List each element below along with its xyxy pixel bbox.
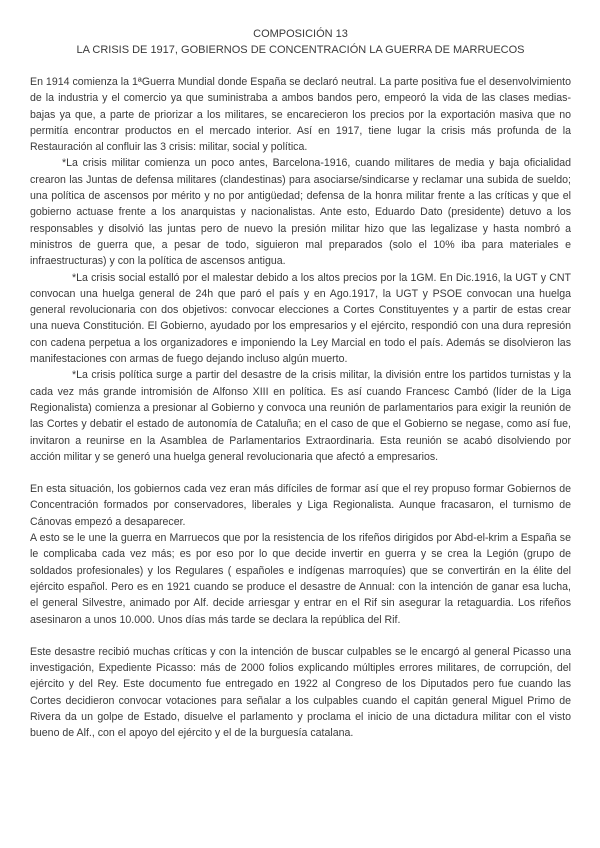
paragraph-concentration-governments: En esta situación, los gobiernos cada vez eran más difíciles de formar así que el rey propuso formar Gobiernos de Concentración formados por conservadores, liberales y Liga Regionalista. Aunque fracasaron, el turnismo de Cánovas empezó a desaparecer. [30,483,571,528]
paragraph-military-crisis: *La crisis militar comienza un poco antes, Barcelona-1916, cuando militares de media y baja oficialidad crearon las Juntas de defensa militares (clandestinas) para asociarse/sindicarse y reclamar una subida de sueldo; una política de ascensos por mérito y no por antigüedad; defensa de la honra militar frente a las críticas y que el gobierno actuase frente a los anarquistas y nacionalistas. Ante esto, Eduardo Dato (presidente) detuvo a los responsables y disolvió las juntas pero de nuevo la presión militar hizo que las legalizase y hasta nombró a ministros de guerra que, a pesar de todo, siguieron mal preparados (solo el 10% iba para materiales e infraestructuras) y con la política de ascensos antigua. [30,157,571,268]
paragraph-morocco-war: A esto se le une la guerra en Marruecos que por la resistencia de los rifeños dirigidos por Abd-el-krim a España se le complicaba cada vez más; es por eso por lo que decide invertir en guerra y se crea la Legión (grupo de soldados profesionales) y los Regulares ( españoles e indígenas marroquíes) que se convertirán en la élite del ejército español. Pero es en 1921 cuando se produce el desastre de Annual: con la intención de ganar esa lucha, el general Silvestre, animado por Alf. decide arriesgar y entrar en el Rif sin asegurar la retaguardia. Los rifeños asesinaron a unos 10.000. Unos días más tarde se declara la república del Rif. [30,532,571,626]
document-body [30,74,571,742]
paragraph-intro: En 1914 comienza la 1ªGuerra Mundial donde España se declaró neutral. La parte positiva fue el desenvolvimiento de la industria y el comercio ya que suministraba a ambos bandos pero, empeoró la vida de las clases medias-bajas ya que, a parte de priorizar a los militares, se encarecieron los precios por la exportación masiva que no permitía encontrar productos en el mercado interior. Así en 1917, tiene lugar la crisis más profunda de la Restauración al confluir las 3 crisis: militar, social y política. [30,76,571,154]
paragraph-social-crisis: *La crisis social estalló por el malestar debido a los altos precios por la 1GM. En Dic.1916, la UGT y CNT convocan una huelga general de 24h que paró el país y en Ago.1917, la UGT y PSOE convocan una huelga general revolucionaria con dos objetivos: convocar elecciones a Cortes Constituyentes y a partir de estas crear una nueva Constitución. El Gobierno, ayudado por los empresarios y el ejército, respondió con una dura represión con cadena perpetua a los organizadores e imponiendo la Ley Marcial en todo el país. Además se disolvieron las manifestaciones con armas de fuego dejando incluso algún muerto. [30,271,571,366]
document-title: COMPOSICIÓN 13 [253,28,348,40]
document-page [30,26,571,742]
paragraph-political-crisis: *La crisis política surge a partir del desastre de la crisis militar, la división entre los partidos turnistas y la cada vez más grande intromisión de Alfonso XIII en política. Es así cuando Francesc Cambó (líder de la Liga Regionalista) comienza a presionar al Gobierno y convoca una reunión de parlamentarios para exigir la reunión de las Cortes y debatir el estado de autonomía de Cataluña; en el caso de que el Gobierno se negase, como así fue, invitaron a reunirse en la Asamblea de Parlamentarios Extraordinaria. Esta reunión se acabó disolviendo por acción militar y se generó una huelga general revolucionaria que afectó a empresarios. [30,369,571,463]
paragraph-picasso-report: Este desastre recibió muchas críticas y con la intención de buscar culpables se le encargó al general Picasso una investigación, Expediente Picasso: más de 2000 folios explicando múltiples errores militares, de corrupción, del ejército y del Rey. Este documento fue entregado en 1922 al Congreso de los Diputados pero fue cuando las Cortes decidieron convocar votaciones para señalar a los culpables cuando el capitán general Miguel Primo de Rivera da un golpe de Estado, disuelve el parlamento y proclama el inicio de una dictadura militar con el visto bueno de Alf., con el apoyo del ejército y el de la burguesía catalana. [30,645,571,740]
document-subtitle: LA CRISIS DE 1917, GOBIERNOS DE CONCENTRACIÓN LA GUERRA DE MARRUECOS [76,44,525,56]
